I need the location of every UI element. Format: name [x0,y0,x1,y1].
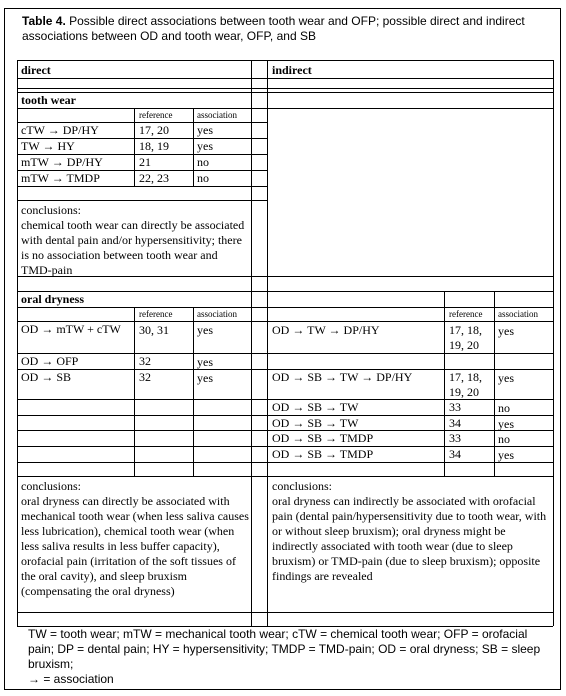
tw-col-reference: reference [139,110,173,120]
od-col-reference: reference [139,309,173,319]
tw-assoc: mTW → TMDP [21,171,100,185]
od-indirect-ref: 17, 18, 19, 20 [449,323,482,352]
tw-ref: 17, 20 [139,123,169,137]
od-indirect-col-association: association [498,309,538,319]
footnote-arrow: → = association [28,672,114,686]
tw-result: no [197,171,209,185]
od-indirect-result: no [498,432,510,446]
od-indirect-result: yes [498,324,514,338]
od-indirect-ref: 33 [449,431,461,445]
caption-text: Possible direct associations between tooth wear and OFP; possible direct and indirect associations between OD and tooth wear, OFP, and SB [22,14,525,43]
od-indirect-ref: 17, 18, 19, 20 [449,370,482,399]
od-direct-conclusions-label: conclusions: [21,479,81,493]
tw-result: yes [197,123,213,137]
od-ref: 32 [139,370,151,384]
tw-conclusions-label: conclusions: [21,203,81,217]
tooth-wear-heading: tooth wear [21,93,76,107]
od-indirect-assoc: OD → SB → TMDP [272,431,374,445]
header-indirect: indirect [272,63,312,77]
od-ref: 30, 31 [139,323,169,337]
table-footnote [28,627,548,687]
tw-result: no [197,155,209,169]
od-indirect-ref: 33 [449,400,461,414]
tw-ref: 21 [139,155,151,169]
tw-ref: 22, 23 [139,171,169,185]
table-caption [22,14,552,44]
od-ref: 32 [139,354,151,368]
tw-ref: 18, 19 [139,139,169,153]
od-indirect-conclusions-label: conclusions: [272,479,332,493]
od-indirect-result: yes [498,448,514,462]
od-result: yes [197,355,213,369]
tw-assoc: cTW → DP/HY [21,123,99,137]
footnote-abbreviations: TW = tooth wear; mTW = mechanical tooth wear; cTW = chemical tooth wear; OFP = orofacial pain; DP = dental pain; HY = hypersensitivity; TMDP = TMD-pain; OD = oral dryness; SB = sleep bruxism; [28,627,541,671]
od-assoc: OD → SB [21,370,72,384]
od-indirect-assoc: OD → SB → TW [272,416,359,430]
od-assoc: OD → mTW + cTW [21,322,121,336]
od-indirect-assoc: OD → SB → TMDP [272,447,374,461]
od-indirect-assoc: OD → TW → DP/HY [272,323,380,337]
od-result: yes [197,371,213,385]
caption-label: Table 4. [22,14,66,28]
od-indirect-result: yes [498,417,514,431]
od-indirect-result: yes [498,371,514,385]
tw-assoc: TW → HY [21,139,75,153]
tw-assoc: mTW → DP/HY [21,155,103,169]
tw-conclusions: chemical tooth wear can directly be associated with dental pain and/or hypersensitivity; there is no association between tooth wear and TMD-pain [21,218,245,277]
od-indirect-conclusions: oral dryness can indirectly be associated with orofacial pain (dental pain/hypersensitivity due to tooth wear, with or without sleep bruxism); oral dryness might be indirectly associated with tooth wear (due to sleep bruxism) or TMD-pain (due to sleep bruxism); opposite findings are revealed [272,494,547,583]
od-col-association: association [197,309,237,319]
od-indirect-result: no [498,401,510,415]
od-indirect-assoc: OD → SB → TW → DP/HY [272,370,413,384]
od-result: yes [197,323,213,337]
od-indirect-ref: 34 [449,447,461,461]
od-indirect-ref: 34 [449,416,461,430]
od-indirect-assoc: OD → SB → TW [272,400,359,414]
od-indirect-col-reference: reference [449,309,483,319]
oral-dryness-heading: oral dryness [21,292,84,306]
tw-col-association: association [197,110,237,120]
tw-result: yes [197,139,213,153]
od-assoc: OD → OFP [21,354,79,368]
od-direct-conclusions: oral dryness can directly be associated with mechanical tooth wear (when less saliva causes less lubrication), chemical tooth wear (when less saliva results in less buffer capacity), orofacial pain (irritation of the soft tissues of the oral cavity), and sleep bruxism (compensating the oral dryness) [21,494,249,598]
header-direct: direct [21,63,51,77]
